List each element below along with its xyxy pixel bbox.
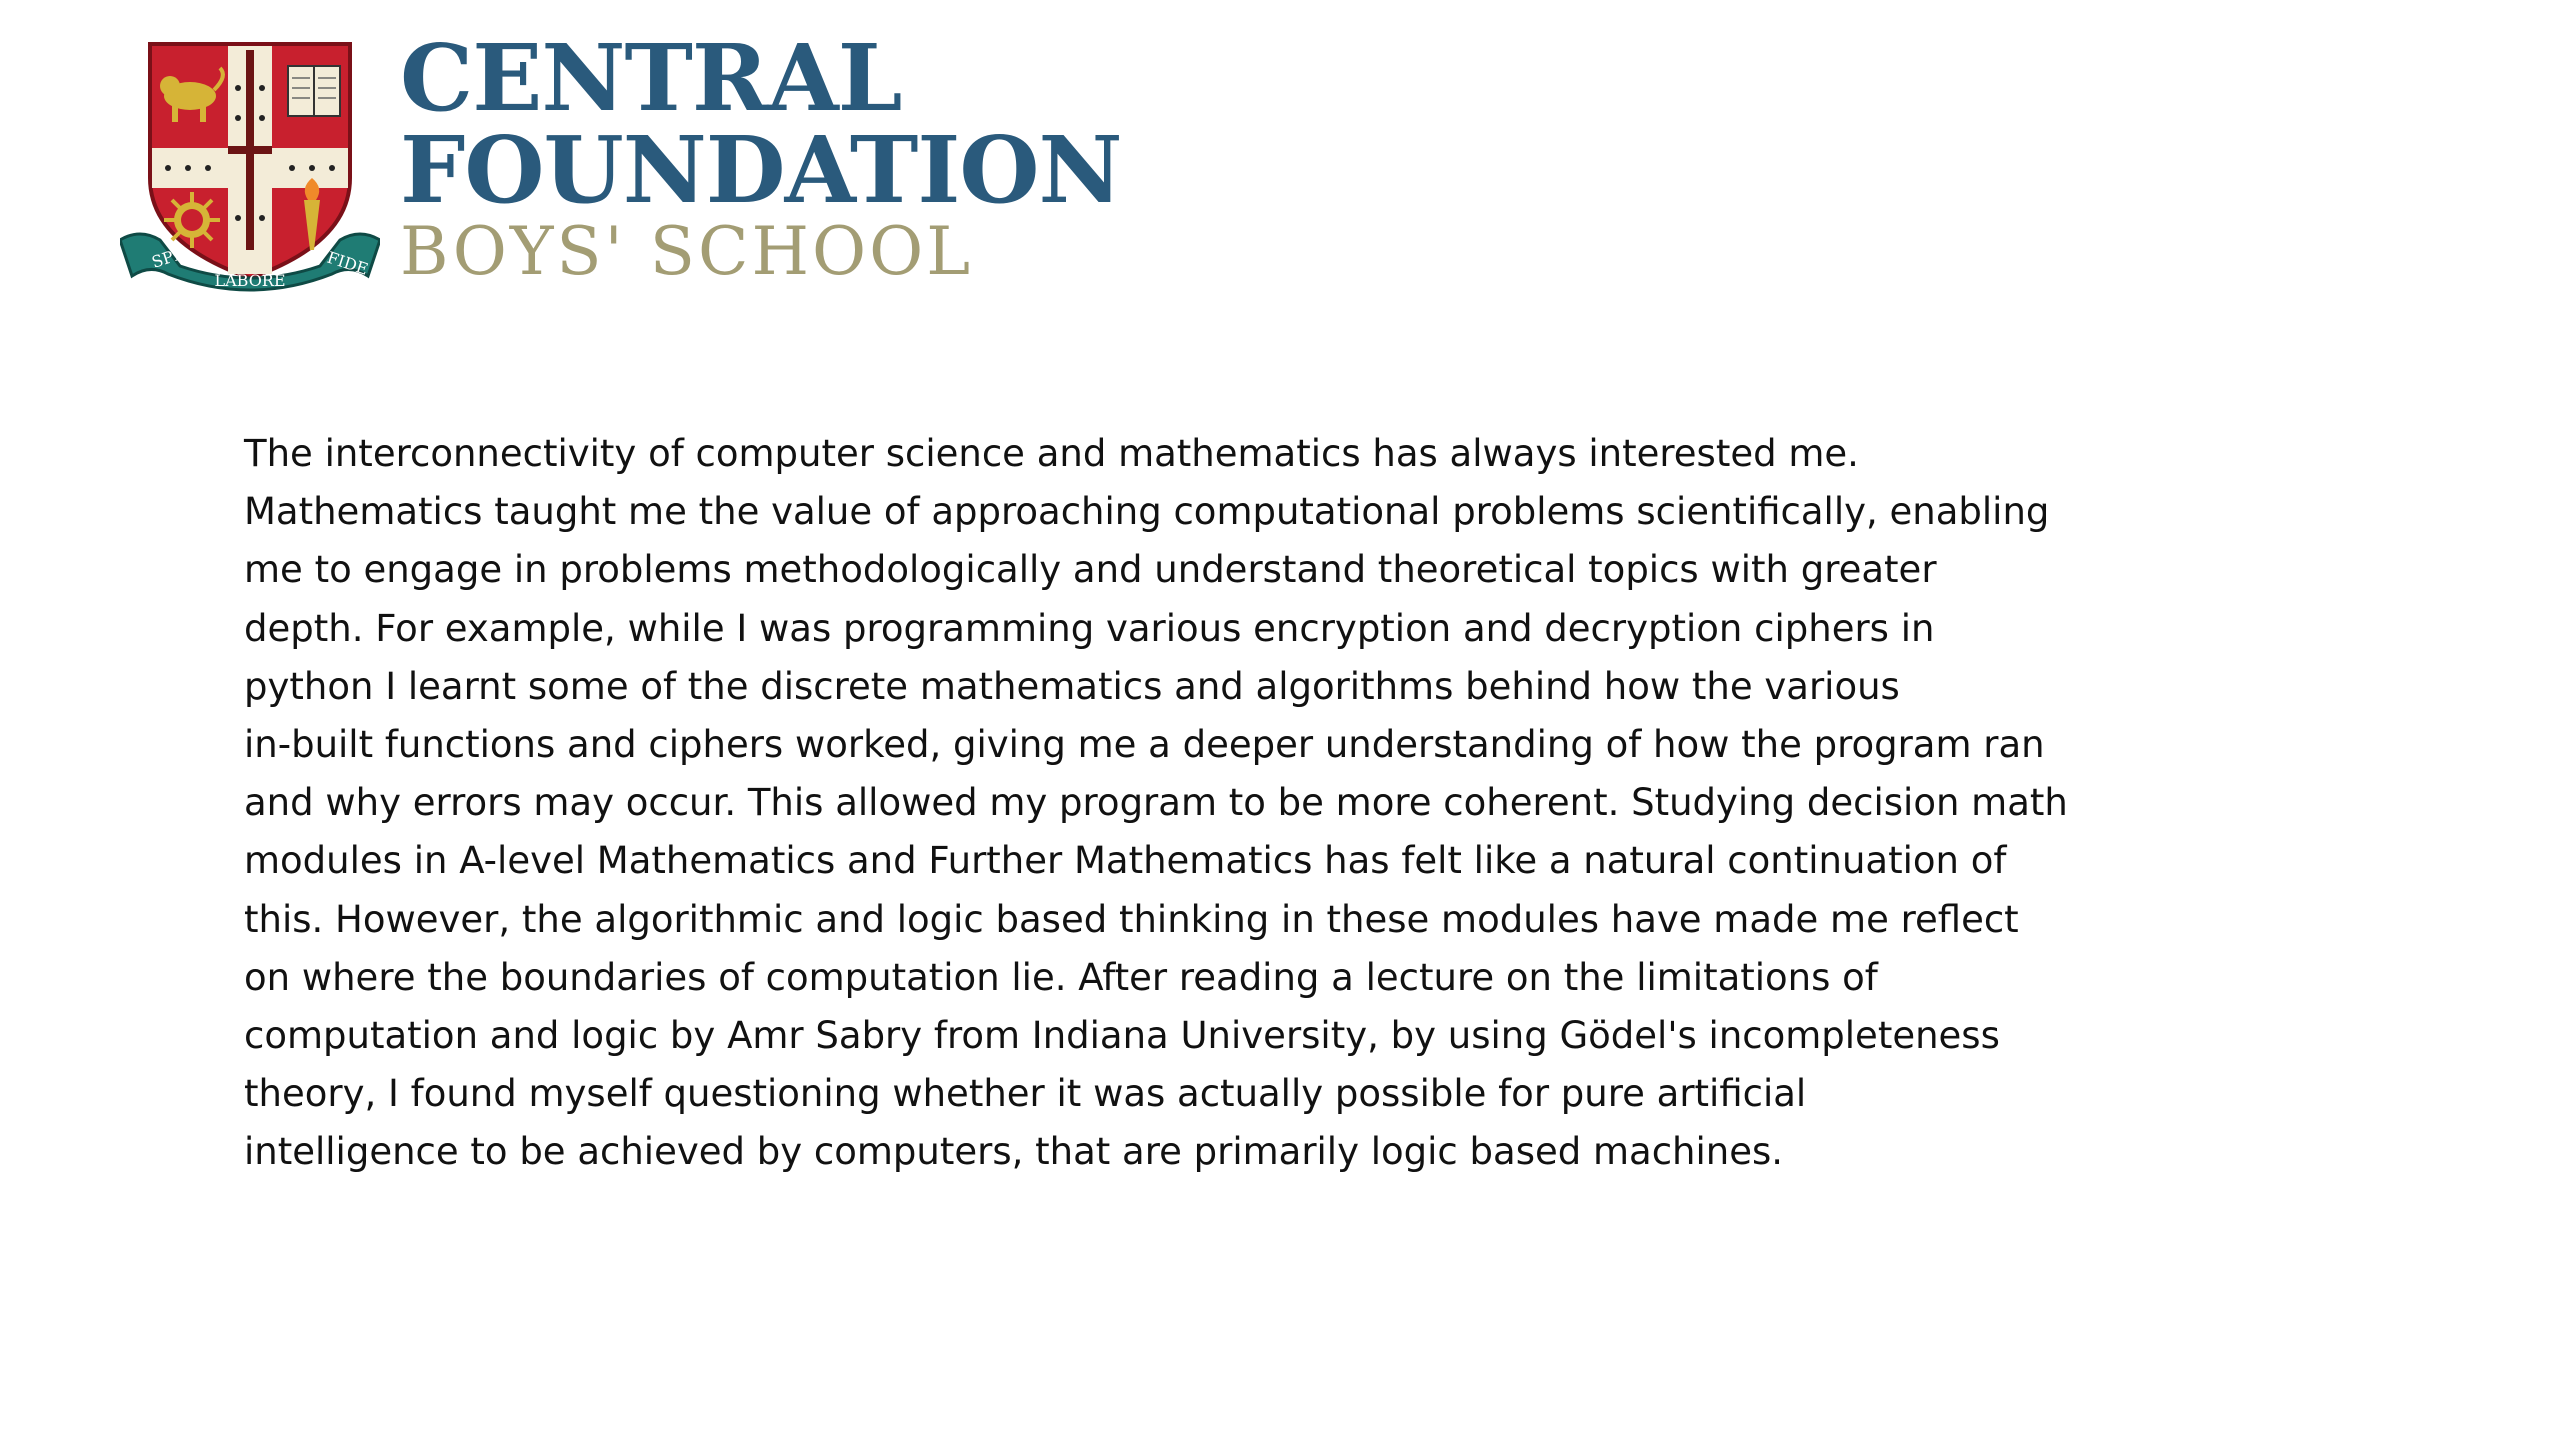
paragraph-line: Mathematics taught me the value of approaching computational problems scientifically, enabling [244, 490, 2050, 534]
school-name-line2: FOUNDATION [400, 116, 1122, 224]
paragraph-line: computation and logic by Amr Sabry from Indiana University, by using Gödel's incompleteness [244, 1014, 2000, 1058]
paragraph-line: python I learnt some of the discrete mathematics and algorithms behind how the various [244, 664, 1900, 708]
paragraph-line: and why errors may occur. This allowed my program to be more coherent. Studying decision math [244, 781, 2068, 825]
svg-text:LABORE: LABORE [214, 271, 286, 290]
paragraph-line: intelligence to be achieved by computers, that are primarily logic based machines. [244, 1130, 1784, 1174]
school-crest-icon [120, 28, 380, 296]
statement-paragraph [244, 425, 2324, 1182]
school-wordmark [400, 24, 1220, 290]
svg-text:FIDE: FIDE [324, 247, 371, 279]
paragraph-line: on where the boundaries of computation lie. After reading a lecture on the limitations of [244, 955, 1878, 999]
paragraph-line: me to engage in problems methodologically and understand theoretical topics with greater [244, 548, 1937, 592]
statement-body [244, 425, 2324, 1182]
paragraph-line: The interconnectivity of computer science and mathematics has always interested me. [244, 432, 1859, 475]
paragraph-line: this. However, the algorithmic and logic based thinking in these modules have made me reflect [244, 897, 2019, 941]
paragraph-line: depth. For example, while I was programming various encryption and decryption ciphers in [244, 606, 1935, 650]
school-name-line3: BOYS' SCHOOL [400, 213, 974, 290]
paragraph-line: theory, I found myself questioning whether it was actually possible for pure artificial [244, 1072, 1807, 1116]
school-header [120, 24, 1220, 298]
svg-text:SPE: SPE [149, 243, 188, 272]
paragraph-line: modules in A-level Mathematics and Further Mathematics has felt like a natural continuation of [244, 839, 2007, 883]
paragraph-line: in-built functions and ciphers worked, giving me a deeper understanding of how the program ran [244, 723, 2045, 767]
school-name-line1: CENTRAL [400, 24, 902, 132]
